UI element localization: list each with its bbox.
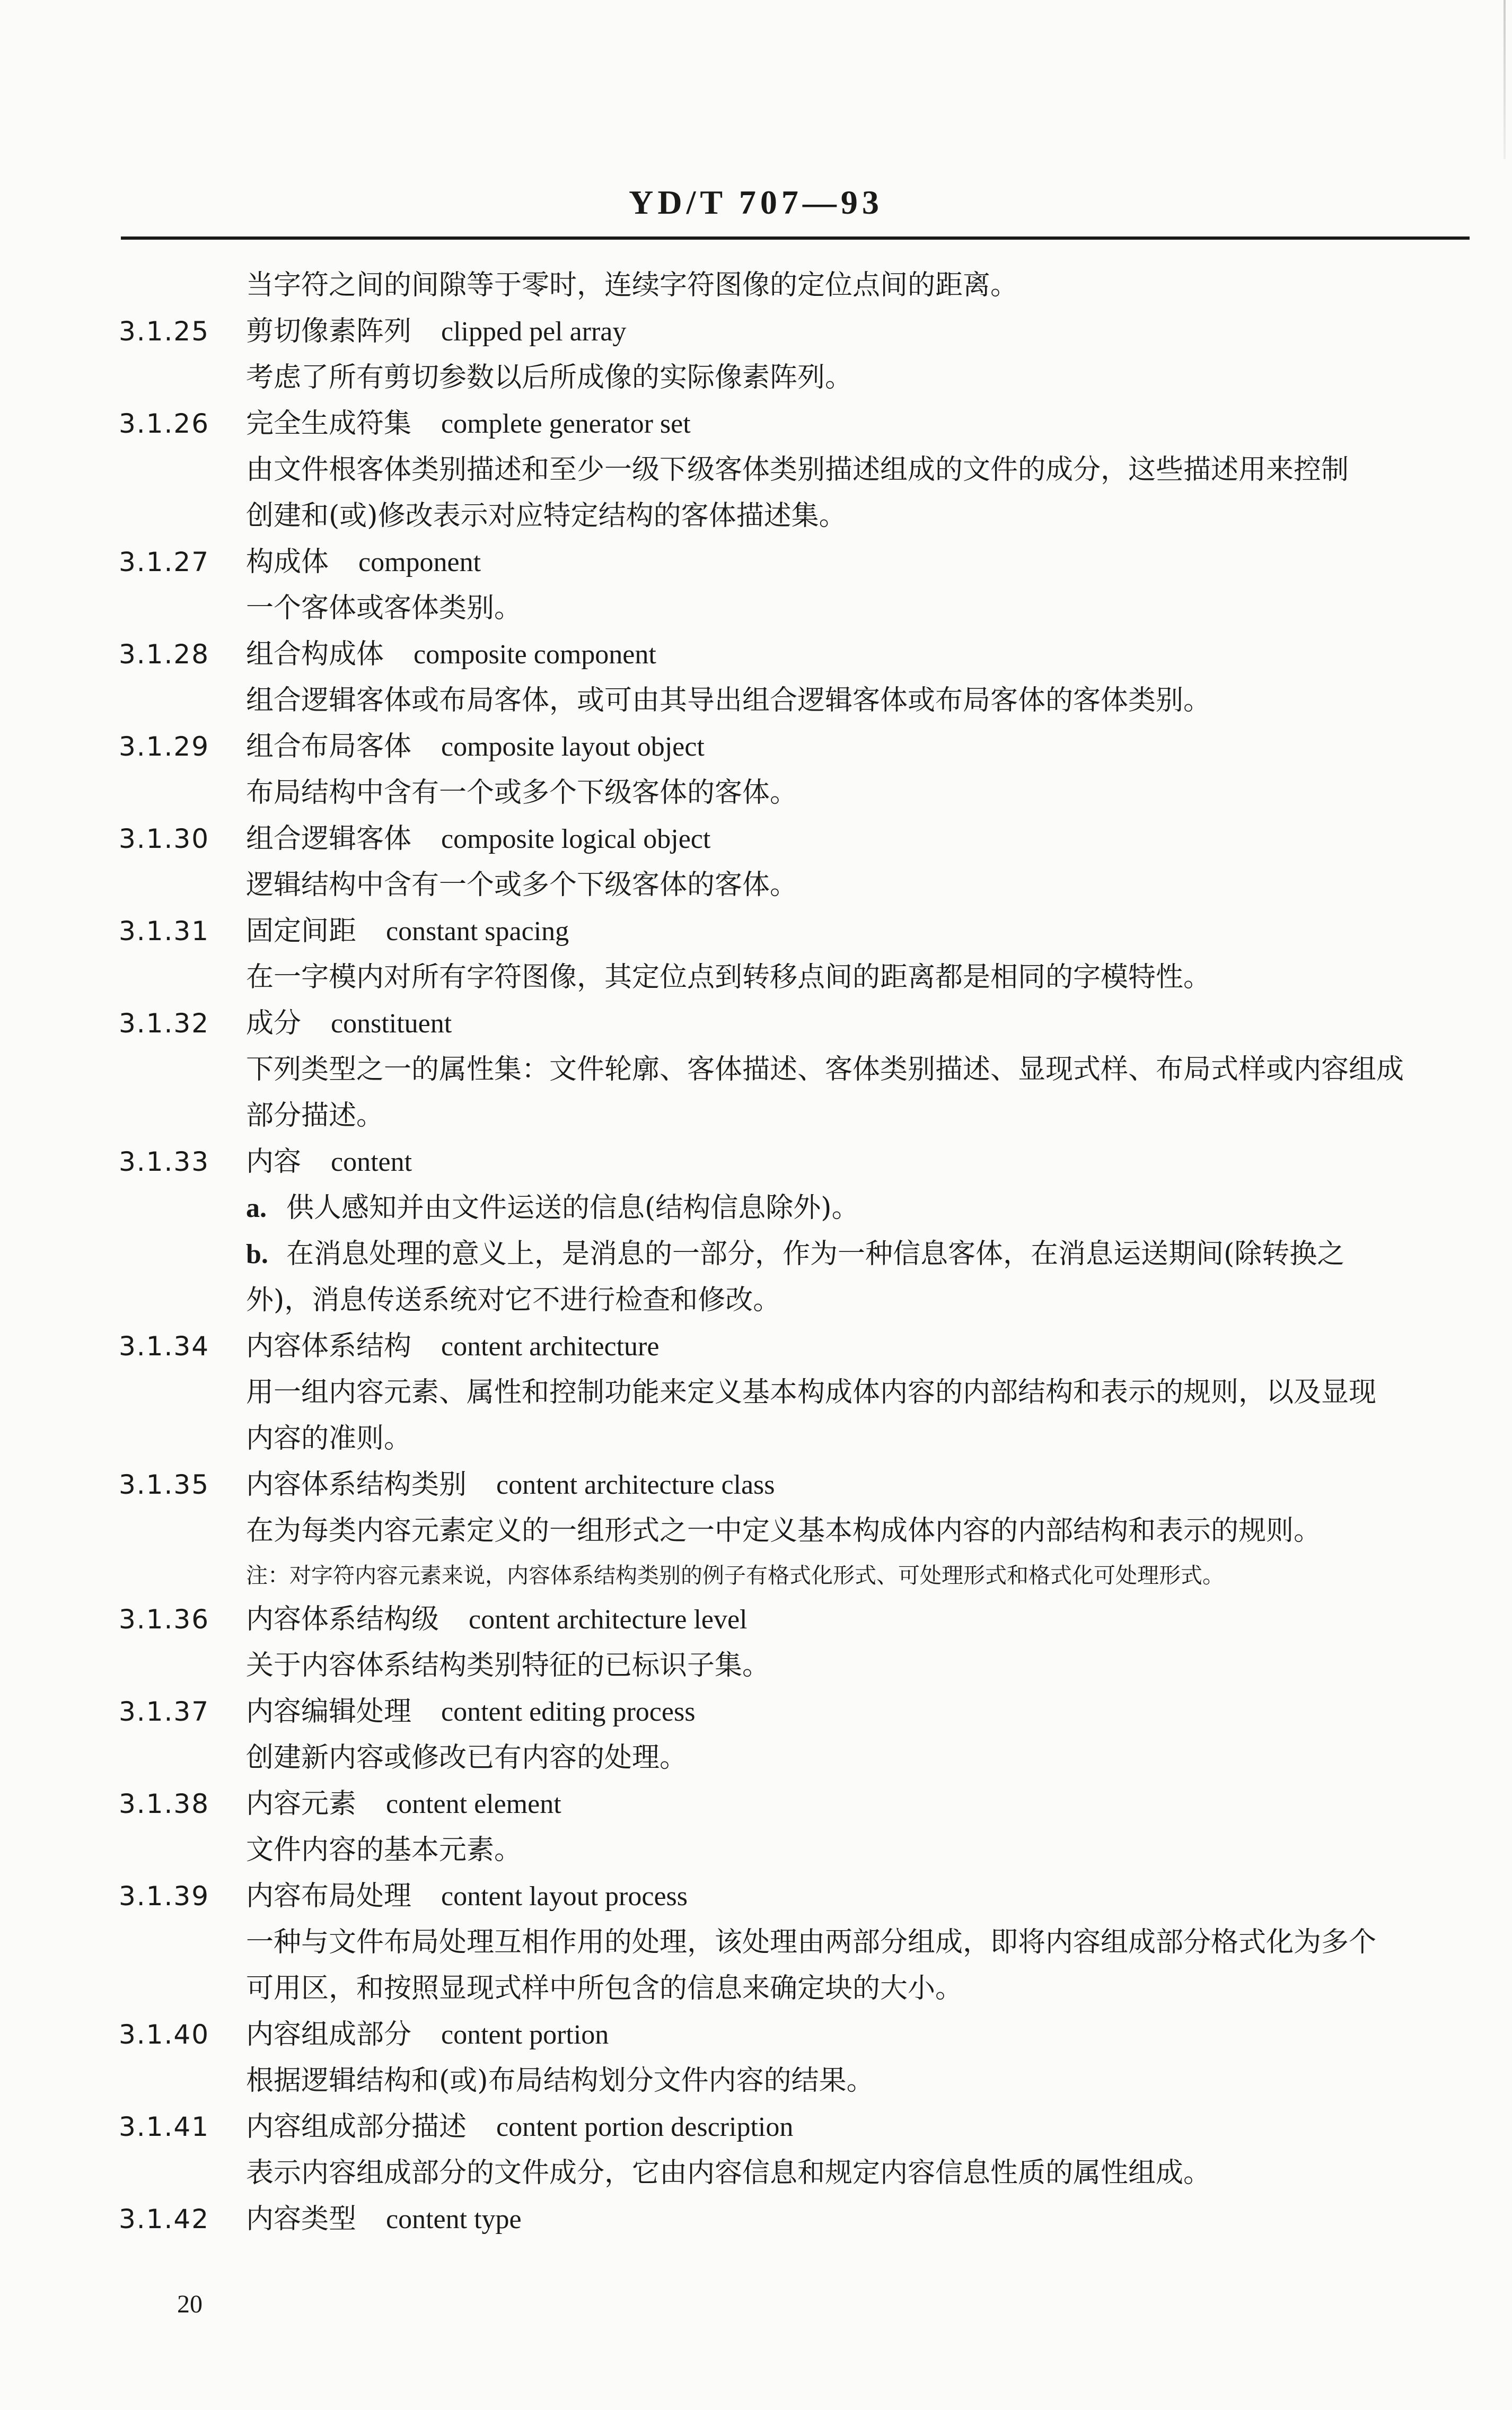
definition-text: 组合逻辑客体或布局客体，或可由其导出组合逻辑客体或布局客体的客体类别。 — [246, 685, 1211, 716]
term-entry — [119, 1873, 1476, 1920]
term-chinese — [246, 401, 691, 447]
definition-text: 部分描述。 — [246, 1100, 384, 1132]
term-chinese-text: 内容编辑处理 — [246, 1696, 412, 1728]
clause-number: 3.1.30 — [119, 823, 210, 854]
term-entry — [119, 1597, 1476, 1643]
clause-number: 3.1.32 — [119, 1008, 210, 1039]
definition-text: 逻辑结构中含有一个或多个下级客体的客体。 — [246, 869, 798, 901]
list-item-body — [246, 1185, 859, 1231]
term-chinese — [246, 816, 710, 862]
list-item-text: 在消息处理的意义上，是消息的一部分，作为一种信息客体，在消息运送期间(除转换之 — [286, 1238, 1345, 1270]
term-chinese-text: 内容组成部分描述 — [246, 2111, 467, 2143]
term-entry — [119, 2012, 1476, 2058]
definition-text: 用一组内容元素、属性和控制功能来定义基本构成体内容的内部结构和表示的规则，以及显现 — [246, 1377, 1377, 1408]
term-chinese-text: 成分 — [246, 1007, 302, 1039]
term-chinese — [246, 1873, 688, 1920]
term-chinese — [246, 309, 626, 355]
definition-text: 根据逻辑结构和(或)布局结构划分文件内容的结果。 — [246, 2065, 874, 2097]
definition-text: 可用区，和按照显现式样中所包含的信息来确定块的大小。 — [246, 1973, 963, 2004]
term-english: content portion — [441, 2020, 609, 2050]
clause-number: 3.1.31 — [119, 916, 210, 947]
list-item — [119, 1231, 1476, 1277]
clause-number: 3.1.25 — [119, 316, 210, 347]
clause-number: 3.1.37 — [119, 1696, 210, 1727]
definition-line — [119, 1416, 1476, 1462]
definition-line — [119, 770, 1476, 816]
list-item-text: 供人感知并由文件运送的信息(结构信息除外)。 — [286, 1192, 859, 1224]
definition-line — [119, 1966, 1476, 2012]
page-header: YD/T 707—93 — [629, 183, 883, 221]
page-number: 20 — [177, 2290, 203, 2318]
term-chinese — [246, 2012, 609, 2058]
term-chinese-text: 内容体系结构类别 — [246, 1469, 467, 1501]
definition-line — [119, 1277, 1476, 1324]
definition-text: 内容的准则。 — [246, 1423, 412, 1454]
term-chinese — [246, 2196, 522, 2242]
definition-line — [119, 262, 1476, 309]
definition-text: 外)，消息传送系统对它不进行检查和修改。 — [246, 1284, 781, 1316]
clause-number: 3.1.40 — [119, 2019, 210, 2050]
term-entry — [119, 1689, 1476, 1735]
clause-number: 3.1.29 — [119, 731, 210, 762]
term-entry — [119, 908, 1476, 954]
clause-number: 3.1.27 — [119, 547, 210, 577]
definition-text: 创建和(或)修改表示对应特定结构的客体描述集。 — [246, 500, 847, 532]
term-english: composite logical object — [441, 824, 711, 854]
term-english: complete generator set — [441, 409, 691, 439]
term-english: content — [331, 1147, 412, 1177]
definition-line — [119, 678, 1476, 724]
term-chinese — [246, 908, 569, 954]
term-english: content architecture class — [496, 1470, 775, 1500]
term-chinese — [246, 1689, 695, 1735]
term-entry — [119, 1139, 1476, 1185]
term-english: content architecture level — [469, 1605, 748, 1635]
term-english: content layout process — [441, 1881, 688, 1912]
definition-line — [119, 2058, 1476, 2104]
definition-text: 考虑了所有剪切参数以后所成像的实际像素阵列。 — [246, 362, 853, 393]
definition-text: 下列类型之一的属性集：文件轮廓、客体描述、客体类别描述、显现式样、布局式样或内容组成 — [246, 1054, 1404, 1085]
definition-line — [119, 1508, 1476, 1554]
term-chinese-text: 组合构成体 — [246, 638, 384, 670]
term-chinese — [246, 1001, 452, 1047]
term-chinese — [246, 1462, 775, 1508]
term-english: content element — [386, 1789, 561, 1819]
term-entry — [119, 724, 1476, 770]
definition-line — [119, 1735, 1476, 1781]
term-english: clipped pel array — [441, 317, 627, 347]
term-english: content architecture — [441, 1331, 660, 1362]
header-rule — [121, 236, 1470, 240]
definition-line — [119, 1370, 1476, 1416]
term-entry — [119, 2196, 1476, 2242]
document-body — [119, 262, 1476, 2242]
definition-line — [119, 493, 1476, 539]
term-chinese-text: 构成体 — [246, 546, 329, 578]
definition-line — [119, 1643, 1476, 1689]
term-entry — [119, 401, 1476, 447]
clause-number: 3.1.36 — [119, 1604, 210, 1635]
term-chinese-text: 组合布局客体 — [246, 731, 412, 763]
term-entry — [119, 309, 1476, 355]
term-chinese-text: 剪切像素阵列 — [246, 316, 412, 347]
definition-line — [119, 1047, 1476, 1093]
clause-number: 3.1.42 — [119, 2204, 210, 2234]
term-english: content editing process — [441, 1697, 696, 1727]
clause-number: 3.1.38 — [119, 1789, 210, 1819]
term-chinese-text: 内容组成部分 — [246, 2019, 412, 2050]
term-chinese-text: 内容布局处理 — [246, 1880, 412, 1912]
definition-text: 关于内容体系结构类别特征的已标识子集。 — [246, 1650, 770, 1681]
term-chinese — [246, 632, 656, 678]
term-entry — [119, 1781, 1476, 1827]
definition-text: 一个客体或客体类别。 — [246, 592, 522, 624]
clause-number: 3.1.26 — [119, 408, 210, 439]
definition-line — [119, 585, 1476, 632]
term-chinese — [246, 1139, 412, 1185]
term-english: component — [358, 547, 481, 577]
term-chinese-text: 完全生成符集 — [246, 408, 412, 440]
definition-line — [119, 954, 1476, 1001]
term-chinese — [246, 1324, 659, 1370]
clause-number: 3.1.34 — [119, 1331, 210, 1362]
note-line — [119, 1554, 1476, 1597]
clause-number: 3.1.33 — [119, 1146, 210, 1177]
definition-text: 一种与文件布局处理互相作用的处理，该处理由两部分组成，即将内容组成部分格式化为多个 — [246, 1926, 1377, 1958]
clause-number: 3.1.35 — [119, 1469, 210, 1500]
definition-text: 文件内容的基本元素。 — [246, 1834, 522, 1866]
term-english: constituent — [331, 1009, 452, 1039]
definition-text: 表示内容组成部分的文件成分，它由内容信息和规定内容信息性质的属性组成。 — [246, 2157, 1211, 2189]
list-item-label: a. — [246, 1193, 267, 1223]
list-item-label: b. — [246, 1239, 268, 1269]
term-entry — [119, 1324, 1476, 1370]
term-entry — [119, 539, 1476, 585]
term-chinese — [246, 1597, 748, 1643]
note-text: 注：对字符内容元素来说，内容体系结构类别的例子有格式化形式、可处理形式和格式化可处理形式。 — [246, 1563, 1224, 1588]
definition-line — [119, 355, 1476, 401]
term-chinese-text: 内容体系结构 — [246, 1330, 412, 1362]
term-entry — [119, 816, 1476, 862]
clause-number: 3.1.41 — [119, 2111, 210, 2142]
term-chinese — [246, 724, 705, 770]
clause-number: 3.1.28 — [119, 639, 210, 670]
definition-text: 在为每类内容元素定义的一组形式之一中定义基本构成体内容的内部结构和表示的规则。 — [246, 1515, 1322, 1547]
definition-text: 创建新内容或修改已有内容的处理。 — [246, 1742, 688, 1774]
term-entry — [119, 1462, 1476, 1508]
definition-text: 在一字模内对所有字符图像，其定位点到转移点间的距离都是相同的字模特性。 — [246, 961, 1211, 993]
definition-line — [119, 447, 1476, 493]
definition-line — [119, 862, 1476, 908]
term-chinese — [246, 2104, 793, 2150]
list-item-body — [246, 1231, 1344, 1277]
term-entry — [119, 2104, 1476, 2150]
definition-text: 由文件根客体类别描述和至少一级下级客体类别描述组成的文件的成分，这些描述用来控制 — [246, 454, 1349, 486]
term-english: constant spacing — [386, 916, 569, 947]
term-english: composite layout object — [441, 732, 705, 762]
term-chinese — [246, 539, 481, 585]
term-chinese — [246, 1781, 561, 1827]
definition-line — [119, 1920, 1476, 1966]
term-chinese-text: 内容类型 — [246, 2203, 357, 2235]
term-chinese-text: 组合逻辑客体 — [246, 823, 412, 855]
term-entry — [119, 1001, 1476, 1047]
term-entry — [119, 632, 1476, 678]
definition-line — [119, 2150, 1476, 2196]
term-chinese-text: 内容元素 — [246, 1788, 357, 1820]
term-english: content type — [386, 2204, 522, 2234]
term-english: content portion description — [496, 2112, 794, 2142]
term-chinese-text: 固定间距 — [246, 915, 357, 947]
list-item — [119, 1185, 1476, 1231]
term-chinese-text: 内容体系结构级 — [246, 1603, 439, 1635]
clause-number: 3.1.39 — [119, 1881, 210, 1912]
definition-text: 当字符之间的间隙等于零时，连续字符图像的定位点间的距离。 — [246, 269, 1018, 301]
definition-line — [119, 1827, 1476, 1873]
scan-edge-mark — [1504, 0, 1506, 159]
term-english: composite component — [414, 639, 656, 670]
term-chinese-text: 内容 — [246, 1146, 302, 1178]
definition-line — [119, 1093, 1476, 1139]
definition-text: 布局结构中含有一个或多个下级客体的客体。 — [246, 777, 798, 809]
